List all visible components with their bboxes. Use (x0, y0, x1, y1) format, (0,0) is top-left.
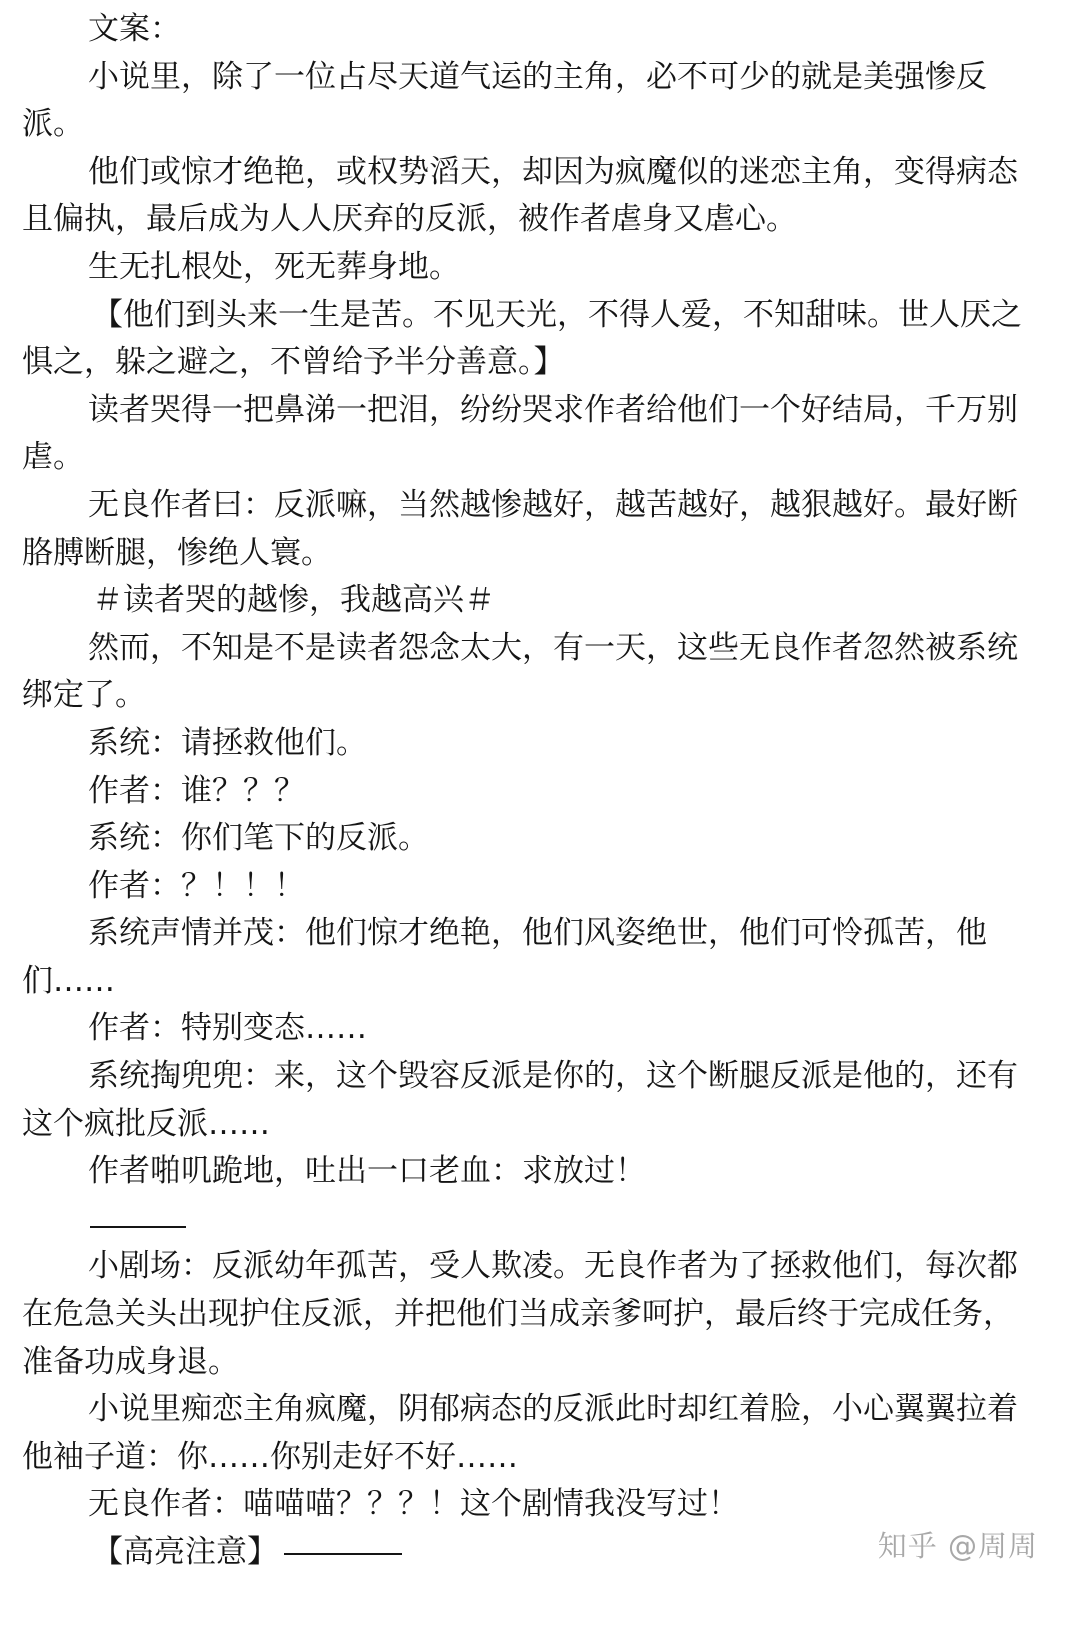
highlight-label: 【高亮注意】 (92, 1534, 278, 1570)
paragraph: 【他们到头来一生是苦。不见天光，不得人爱，不知甜味。世人厌之惧之，躲之避之，不曾给予半分善意。】 (22, 296, 1022, 381)
paragraph: 作者：谁？？？ (88, 772, 305, 809)
highlight-rule (284, 1553, 402, 1555)
paragraph: 读者哭得一把鼻涕一把泪，纷纷哭求作者给他们一个好结局，千万别虐。 (22, 391, 1018, 476)
paragraph: 无良作者曰：反派嘛，当然越惨越好，越苦越好，越狠越好。最好断胳膊断腿，惨绝人寰。 (22, 486, 1018, 571)
section-divider (90, 1226, 186, 1274)
paragraph: 系统声情并茂：他们惊才绝艳，他们风姿绝世，他们可怜孤苦，他们…… (22, 915, 987, 999)
paragraph: 作者啪叽跪地，吐出一口老血：求放过！ (88, 1153, 646, 1190)
document-body (22, 6, 1042, 1577)
paragraph: 生无扎根处，死无葬身地。 (88, 248, 460, 285)
doc-heading: 文案： (88, 11, 181, 47)
paragraph: 他们或惊才绝艳，或权势滔天，却因为疯魔似的迷恋主角，变得病态且偏执，最后成为人人厌弃的反派，被作者虐身又虐心。 (22, 153, 1018, 238)
watermark: 知乎 @周周 (877, 1529, 1038, 1563)
paragraph: 作者：特别变态…… (88, 1010, 367, 1047)
paragraph: 无良作者：喵喵喵？？？！这个剧情我没写过！ (88, 1486, 739, 1523)
paragraph: 小剧场：反派幼年孤苦，受人欺凌。无良作者为了拯救他们，每次都在危急关头出现护住反派，并把他们当成亲爹呵护，最后终于完成任务，准备功成身退。 (22, 1248, 1018, 1380)
paragraph: 系统掏兜兜：来，这个毁容反派是你的，这个断腿反派是他的，还有这个疯批反派…… (22, 1058, 1018, 1142)
paragraph: 小说里痴恋主角疯魔，阴郁病态的反派此时却红着脸，小心翼翼拉着他袖子道：你……你别走好不好…… (22, 1391, 1018, 1475)
paragraph: 然而，不知是不是读者怨念太大，有一天，这些无良作者忽然被系统绑定了。 (22, 629, 1018, 714)
paragraph: 作者：？！！！ (88, 867, 305, 904)
paragraph: 系统：请拯救他们。 (88, 724, 367, 761)
paragraph: 小说里，除了一位占尽天道气运的主角，必不可少的就是美强惨反派。 (22, 58, 987, 143)
paragraph: ＃读者哭的越惨，我越高兴＃ (92, 582, 495, 619)
paragraph: 系统：你们笔下的反派。 (88, 820, 429, 857)
